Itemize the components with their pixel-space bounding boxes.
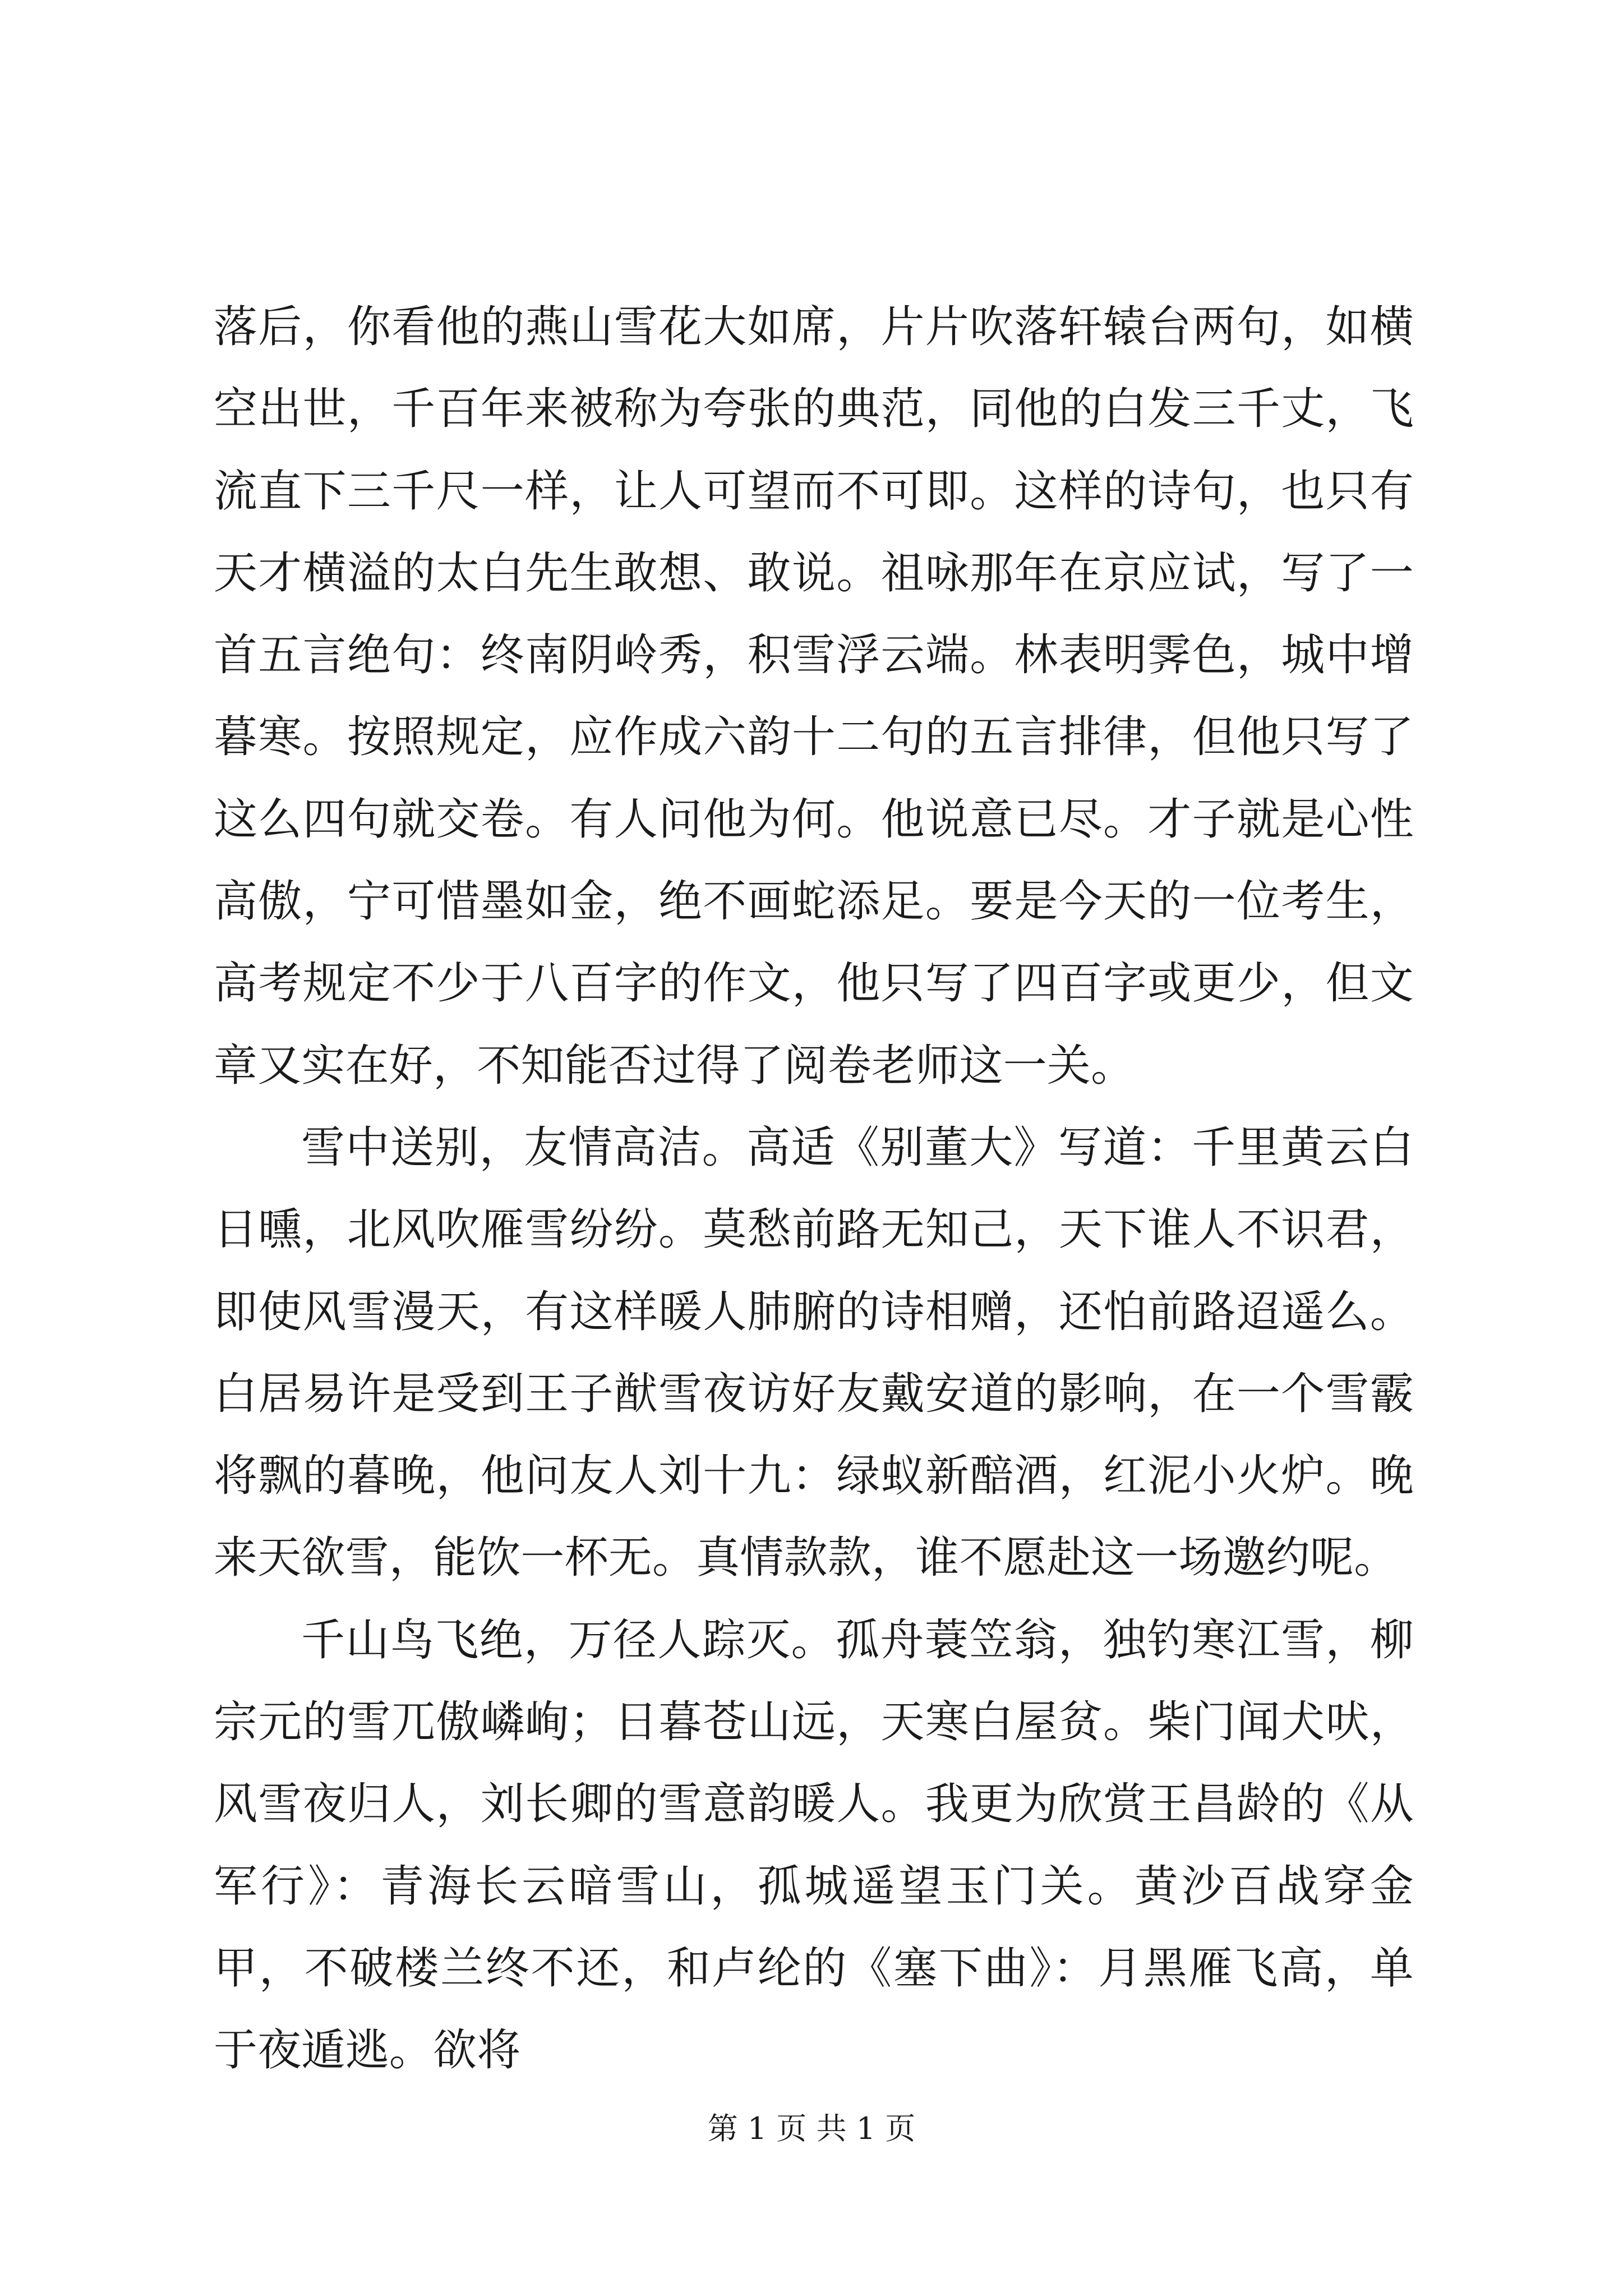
paragraph-2: 雪中送别，友情高洁。高适《别董大》写道：千里黄云白日曛，北风吹雁雪纷纷。莫愁前路无知己，天下谁人不识君，即使风雪漫天，有这样暖人肺腑的诗相赠，还怕前路迢遥么。白居易许是受到王子猷雪夜访好友戴安道的影响，在一个雪霰将飘的暮晚，他问友人刘十九：绿蚁新醅酒，红泥小火炉。晚来天欲雪，能饮一杯无。真情款款，谁不愿赴这一场邀约呢。 [214,1122,1414,1584]
paragraph-3: 千山鸟飞绝，万径人踪灭。孤舟蓑笠翁，独钓寒江雪，柳宗元的雪兀傲嶙峋；日暮苍山远，天寒白屋贫。柴门闻犬吠，风雪夜归人，刘长卿的雪意韵暖人。我更为欣赏王昌龄的《从军行》：青海长云暗雪山，孤城遥望玉门关。黄沙百战穿金甲，不破楼兰终不还，和卢纶的《塞下曲》：月黑雁飞高，单于夜遁逃。欲将 [214,1614,1414,2076]
page-footer: 第 1 页 共 1 页 [707,2111,916,2146]
paragraph-1: 落后，你看他的燕山雪花大如席，片片吹落轩辕台两句，如横空出世，千百年来被称为夸张的典范，同他的白发三千丈，飞流直下三千尺一样，让人可望而不可即。这样的诗句，也只有天才横溢的太白先生敢想、敢说。祖咏那年在京应试，写了一首五言绝句：终南阴岭秀，积雪浮云端。林表明霁色，城中增暮寒。按照规定，应作成六韵十二句的五言排律，但他只写了这么四句就交卷。有人问他为何。他说意已尽。才子就是心性高傲，宁可惜墨如金，绝不画蛇添足。要是今天的一位考生，高考规定不少于八百字的作文，他只写了四百字或更少，但文章又实在好，不知能否过得了阅卷老师这一关。 [214,302,1414,1091]
document-body [214,286,1414,2092]
